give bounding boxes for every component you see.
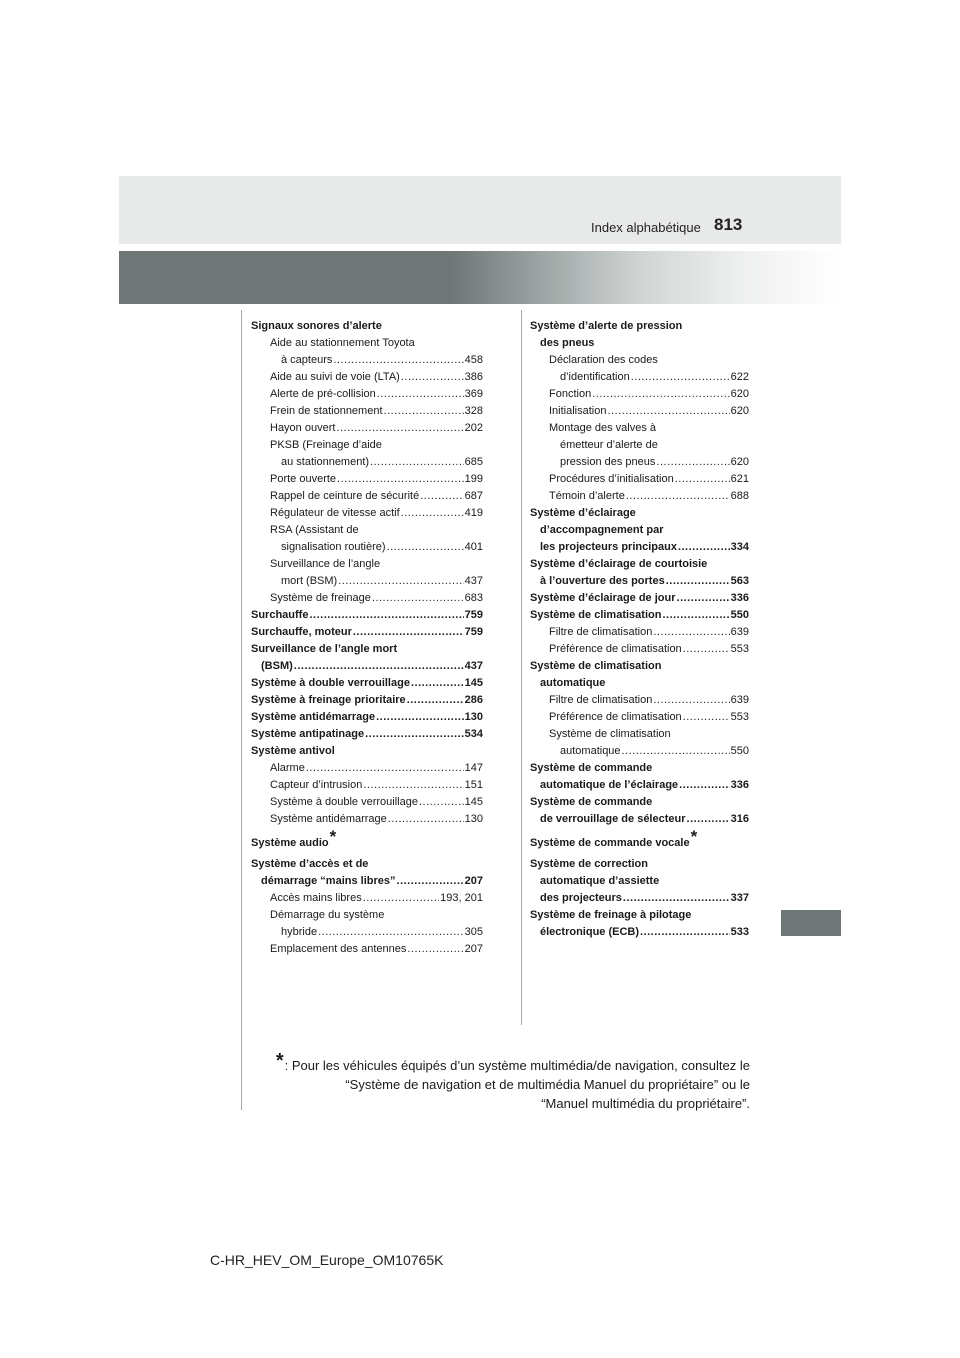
index-entry [530,607,749,624]
index-entry [530,437,749,454]
index-entry [530,743,749,760]
entry-page: 621 [730,473,749,485]
dot-leader [622,743,730,760]
entry-text: Procédures d’initialisation [549,473,674,485]
index-side-tab [781,910,841,936]
index-entry [530,505,749,522]
dot-leader [336,420,463,437]
dot-leader [384,403,464,420]
footnote-line-1: *: Pour les véhicules équipés d’un système multimédia/de navigation, consultez le [275,1050,750,1073]
dot-leader [419,794,464,811]
entry-text: d’identification [560,371,630,383]
dot-leader [333,352,463,369]
entry-text: Frein de stationnement [270,405,383,417]
entry-page: 533 [730,926,749,938]
entry-page: 683 [464,592,483,604]
entry-page: 286 [464,694,483,706]
index-entry [530,624,749,641]
entry-text: Système d’éclairage de courtoisie [530,558,708,570]
index-entry [530,420,749,437]
entry-page: 759 [464,609,483,621]
entry-page: 328 [464,405,483,417]
entry-page: 207 [464,943,483,955]
entry-page: 550 [730,609,749,621]
index-entry [530,590,749,607]
dot-leader [631,369,730,386]
dot-leader [626,488,730,505]
entry-text: à l’ouverture des portes [540,575,665,587]
entry-text: émetteur d’alerte de [560,439,658,451]
entry-page: 207 [464,875,483,887]
entry-text: mort (BSM) [281,575,338,587]
index-entry [251,794,483,811]
dot-leader [363,777,463,794]
entry-page: 202 [464,422,483,434]
index-entry [251,352,483,369]
dot-leader [666,573,730,590]
entry-text: Système de climatisation [530,609,662,621]
index-entry [530,692,749,709]
entry-page: 151 [464,779,483,791]
dot-leader [592,386,729,403]
dot-leader [678,539,730,556]
index-entry [251,369,483,386]
entry-page: 334 [730,541,749,553]
footnote-line-3: “Manuel multimédia du propriétaire”. [541,1096,750,1111]
dot-leader [370,454,464,471]
entry-text: Initialisation [549,405,607,417]
entry-text: des projecteurs [540,892,622,904]
index-entry [530,873,749,890]
entry-text: Aide au stationnement Toyota [270,337,415,349]
index-entry [530,573,749,590]
index-entry [251,539,483,556]
entry-text: automatique d’assiette [540,875,660,887]
dot-leader [640,924,730,941]
dot-leader [679,777,729,794]
index-entry [251,856,483,873]
dot-leader [420,488,463,505]
footnote-marker: * [329,827,337,846]
entry-page: 534 [464,728,483,740]
footnote-marker: * [690,827,698,846]
document-id: C-HR_HEV_OM_Europe_OM10765K [210,1252,444,1268]
entry-page: 401 [464,541,483,553]
entry-text: Porte ouverte [270,473,337,485]
dot-leader [372,590,464,607]
entry-page: 437 [464,660,483,672]
entry-page: 458 [464,354,483,366]
dot-leader [407,692,464,709]
index-entry [530,924,749,941]
index-entry [530,827,749,852]
entry-page: 337 [730,892,749,904]
entry-text: Alarme [270,762,305,774]
entry-text: Système antivol [251,745,335,757]
entry-text: de verrouillage de sélecteur [540,813,686,825]
entry-text: automatique de l’éclairage [540,779,679,791]
dot-leader [365,726,464,743]
dot-leader [377,386,464,403]
entry-page: 386 [464,371,483,383]
index-entry [251,692,483,709]
entry-text: Démarrage du système [270,909,385,921]
entry-text: à capteurs [281,354,333,366]
index-entry [251,454,483,471]
index-entry [251,924,483,941]
entry-text: Accès mains libres [270,892,362,904]
index-entry [530,811,749,828]
index-entry [530,777,749,794]
dot-leader [662,607,729,624]
index-entry [530,726,749,743]
index-entry [251,709,483,726]
index-entry [251,743,483,760]
entry-page: 145 [464,677,483,689]
entry-page: 199 [464,473,483,485]
entry-text: Système d’éclairage [530,507,636,519]
entry-page: 145 [464,796,483,808]
dot-leader [388,811,464,828]
entry-text: Système antipatinage [251,728,365,740]
entry-text: Système de commande [530,762,653,774]
entry-page: 685 [464,456,483,468]
index-entry [251,488,483,505]
entry-text: Système de commande [530,796,653,808]
entry-text: Régulateur de vitesse actif [270,507,400,519]
index-column-left [251,318,483,958]
entry-text: Système de freinage à pilotage [530,909,692,921]
index-entry [251,471,483,488]
dot-leader [653,624,729,641]
index-entry [251,420,483,437]
dot-leader [656,454,729,471]
index-entry [251,941,483,958]
dot-leader [687,811,730,828]
entry-page: 437 [464,575,483,587]
index-entry [251,403,483,420]
footnote-line-2: “Système de navigation et de multimédia Manuel du propriétaire” ou le [345,1077,750,1092]
footnote [250,1050,750,1113]
entry-text: au stationnement) [281,456,370,468]
entry-text: Surveillance de l’angle [270,558,381,570]
index-entry [251,607,483,624]
entry-text: Système antidémarrage [270,813,387,825]
entry-text: Système de correction [530,858,648,870]
entry-text: Emplacement des antennes [270,943,407,955]
index-entry [530,352,749,369]
dot-leader [677,590,730,607]
dot-leader [411,675,464,692]
dot-leader [401,505,464,522]
index-entry [530,522,749,539]
index-entry [530,556,749,573]
entry-text: d’accompagnement par [540,524,664,536]
entry-text: PKSB (Freinage d’aide [270,439,382,451]
index-entry [251,907,483,924]
entry-page: 419 [464,507,483,519]
entry-text: Surveillance de l’angle mort [251,643,398,655]
index-entry [251,873,483,890]
index-entry [251,590,483,607]
entry-page: 759 [464,626,483,638]
page-number: 813 [714,215,743,234]
entry-page: 550 [730,745,749,757]
entry-page: 369 [464,388,483,400]
dot-leader [338,573,463,590]
dot-leader [353,624,464,641]
entry-page: 130 [464,813,483,825]
dot-leader [407,941,463,958]
entry-text: Préférence de climatisation [549,711,682,723]
dot-leader [607,403,729,420]
index-entry [251,386,483,403]
dot-leader [337,471,464,488]
entry-text: Surchauffe, moteur [251,626,352,638]
entry-text: Système antidémarrage [251,711,376,723]
entry-page: 336 [730,592,749,604]
dot-leader [653,692,729,709]
dot-leader [306,760,464,777]
entry-page: 620 [730,456,749,468]
index-entry [251,318,483,335]
index-entry [251,573,483,590]
index-entry [251,437,483,454]
dot-leader [318,924,464,941]
entry-text: Aide au suivi de voie (LTA) [270,371,400,383]
entry-text: Système de commande vocale [530,837,690,849]
index-entry [251,890,483,907]
entry-text: Surchauffe [251,609,309,621]
entry-text: Hayon ouvert [270,422,336,434]
entry-text: Alerte de pré-collision [270,388,376,400]
entry-page: 130 [464,711,483,723]
dot-leader [309,607,463,624]
index-entry [251,760,483,777]
entry-text: des pneus [540,337,595,349]
index-entry [530,369,749,386]
footnote-star: * [275,1050,284,1072]
entry-text: Filtre de climatisation [549,694,653,706]
index-entry [251,505,483,522]
entry-page: 305 [464,926,483,938]
entry-text: électronique (ECB) [540,926,640,938]
index-entry [251,522,483,539]
dot-leader [387,539,464,556]
entry-page: 639 [730,626,749,638]
dot-leader [363,890,439,907]
entry-page: 553 [730,643,749,655]
entry-page: 620 [730,405,749,417]
index-entry [530,488,749,505]
index-entry [530,641,749,658]
entry-text: Système de climatisation [530,660,662,672]
entry-page: 553 [730,711,749,723]
entry-text: Montage des valves à [549,422,657,434]
index-column-right [530,318,749,941]
entry-page: 687 [464,490,483,502]
entry-page: 563 [730,575,749,587]
index-entry [251,641,483,658]
entry-page: 193, 201 [440,892,483,904]
entry-text: (BSM) [261,660,293,672]
dot-leader [675,471,730,488]
index-entry [530,318,749,335]
dot-leader [401,369,464,386]
entry-text: Préférence de climatisation [549,643,682,655]
entry-text: Système de freinage [270,592,371,604]
section-title: Index alphabétique [591,220,701,235]
dot-leader [683,641,730,658]
index-entry [530,539,749,556]
entry-text: démarrage “mains libres” [261,875,396,887]
dot-leader [683,709,730,726]
index-entry [251,675,483,692]
index-entry [530,709,749,726]
entry-text: Filtre de climatisation [549,626,653,638]
index-entry [251,777,483,794]
entry-page: 639 [730,694,749,706]
index-entry [530,675,749,692]
entry-text: Système d’éclairage de jour [530,592,676,604]
dot-leader [623,890,730,907]
entry-page: 622 [730,371,749,383]
index-entry [251,658,483,675]
entry-page: 336 [730,779,749,791]
dot-leader [397,873,464,890]
entry-text: Système de climatisation [549,728,671,740]
entry-text: Rappel de ceinture de sécurité [270,490,420,502]
index-entry [530,856,749,873]
entry-text: Système audio [251,837,329,849]
index-entry [530,907,749,924]
index-entry [530,335,749,352]
index-entry [251,335,483,352]
entry-text: Déclaration des codes [549,354,658,366]
index-entry [251,624,483,641]
index-entry [530,403,749,420]
entry-page: 147 [464,762,483,774]
entry-text: Fonction [549,388,592,400]
entry-text: Système d’accès et de [251,858,369,870]
index-entry [530,794,749,811]
entry-text: les projecteurs principaux [540,541,677,553]
entry-page: 316 [730,813,749,825]
index-entry [530,454,749,471]
entry-page: 688 [730,490,749,502]
index-entry [251,811,483,828]
index-entry [530,386,749,403]
entry-text: Système à double verrouillage [270,796,418,808]
index-entry [251,827,483,852]
dot-leader [294,658,464,675]
index-entry [530,760,749,777]
index-entry [530,471,749,488]
column-divider [521,310,522,1025]
entry-text: automatique [560,745,621,757]
entry-text: Témoin d’alerte [549,490,625,502]
entry-text: signalisation routière) [281,541,386,553]
entry-text: Système à freinage prioritaire [251,694,406,706]
entry-text: pression des pneus [560,456,656,468]
entry-page: 620 [730,388,749,400]
index-entry [251,556,483,573]
entry-text: automatique [540,677,606,689]
index-entry [251,726,483,743]
entry-text: hybride [281,926,318,938]
left-rule [241,310,242,1110]
entry-text: Système à double verrouillage [251,677,410,689]
entry-text: Système d’alerte de pression [530,320,683,332]
entry-text: RSA (Assistant de [270,524,359,536]
entry-text: Signaux sonores d’alerte [251,320,382,332]
index-entry [530,658,749,675]
entry-text: Capteur d’intrusion [270,779,363,791]
index-entry [530,890,749,907]
header-band [119,251,841,304]
dot-leader [376,709,464,726]
